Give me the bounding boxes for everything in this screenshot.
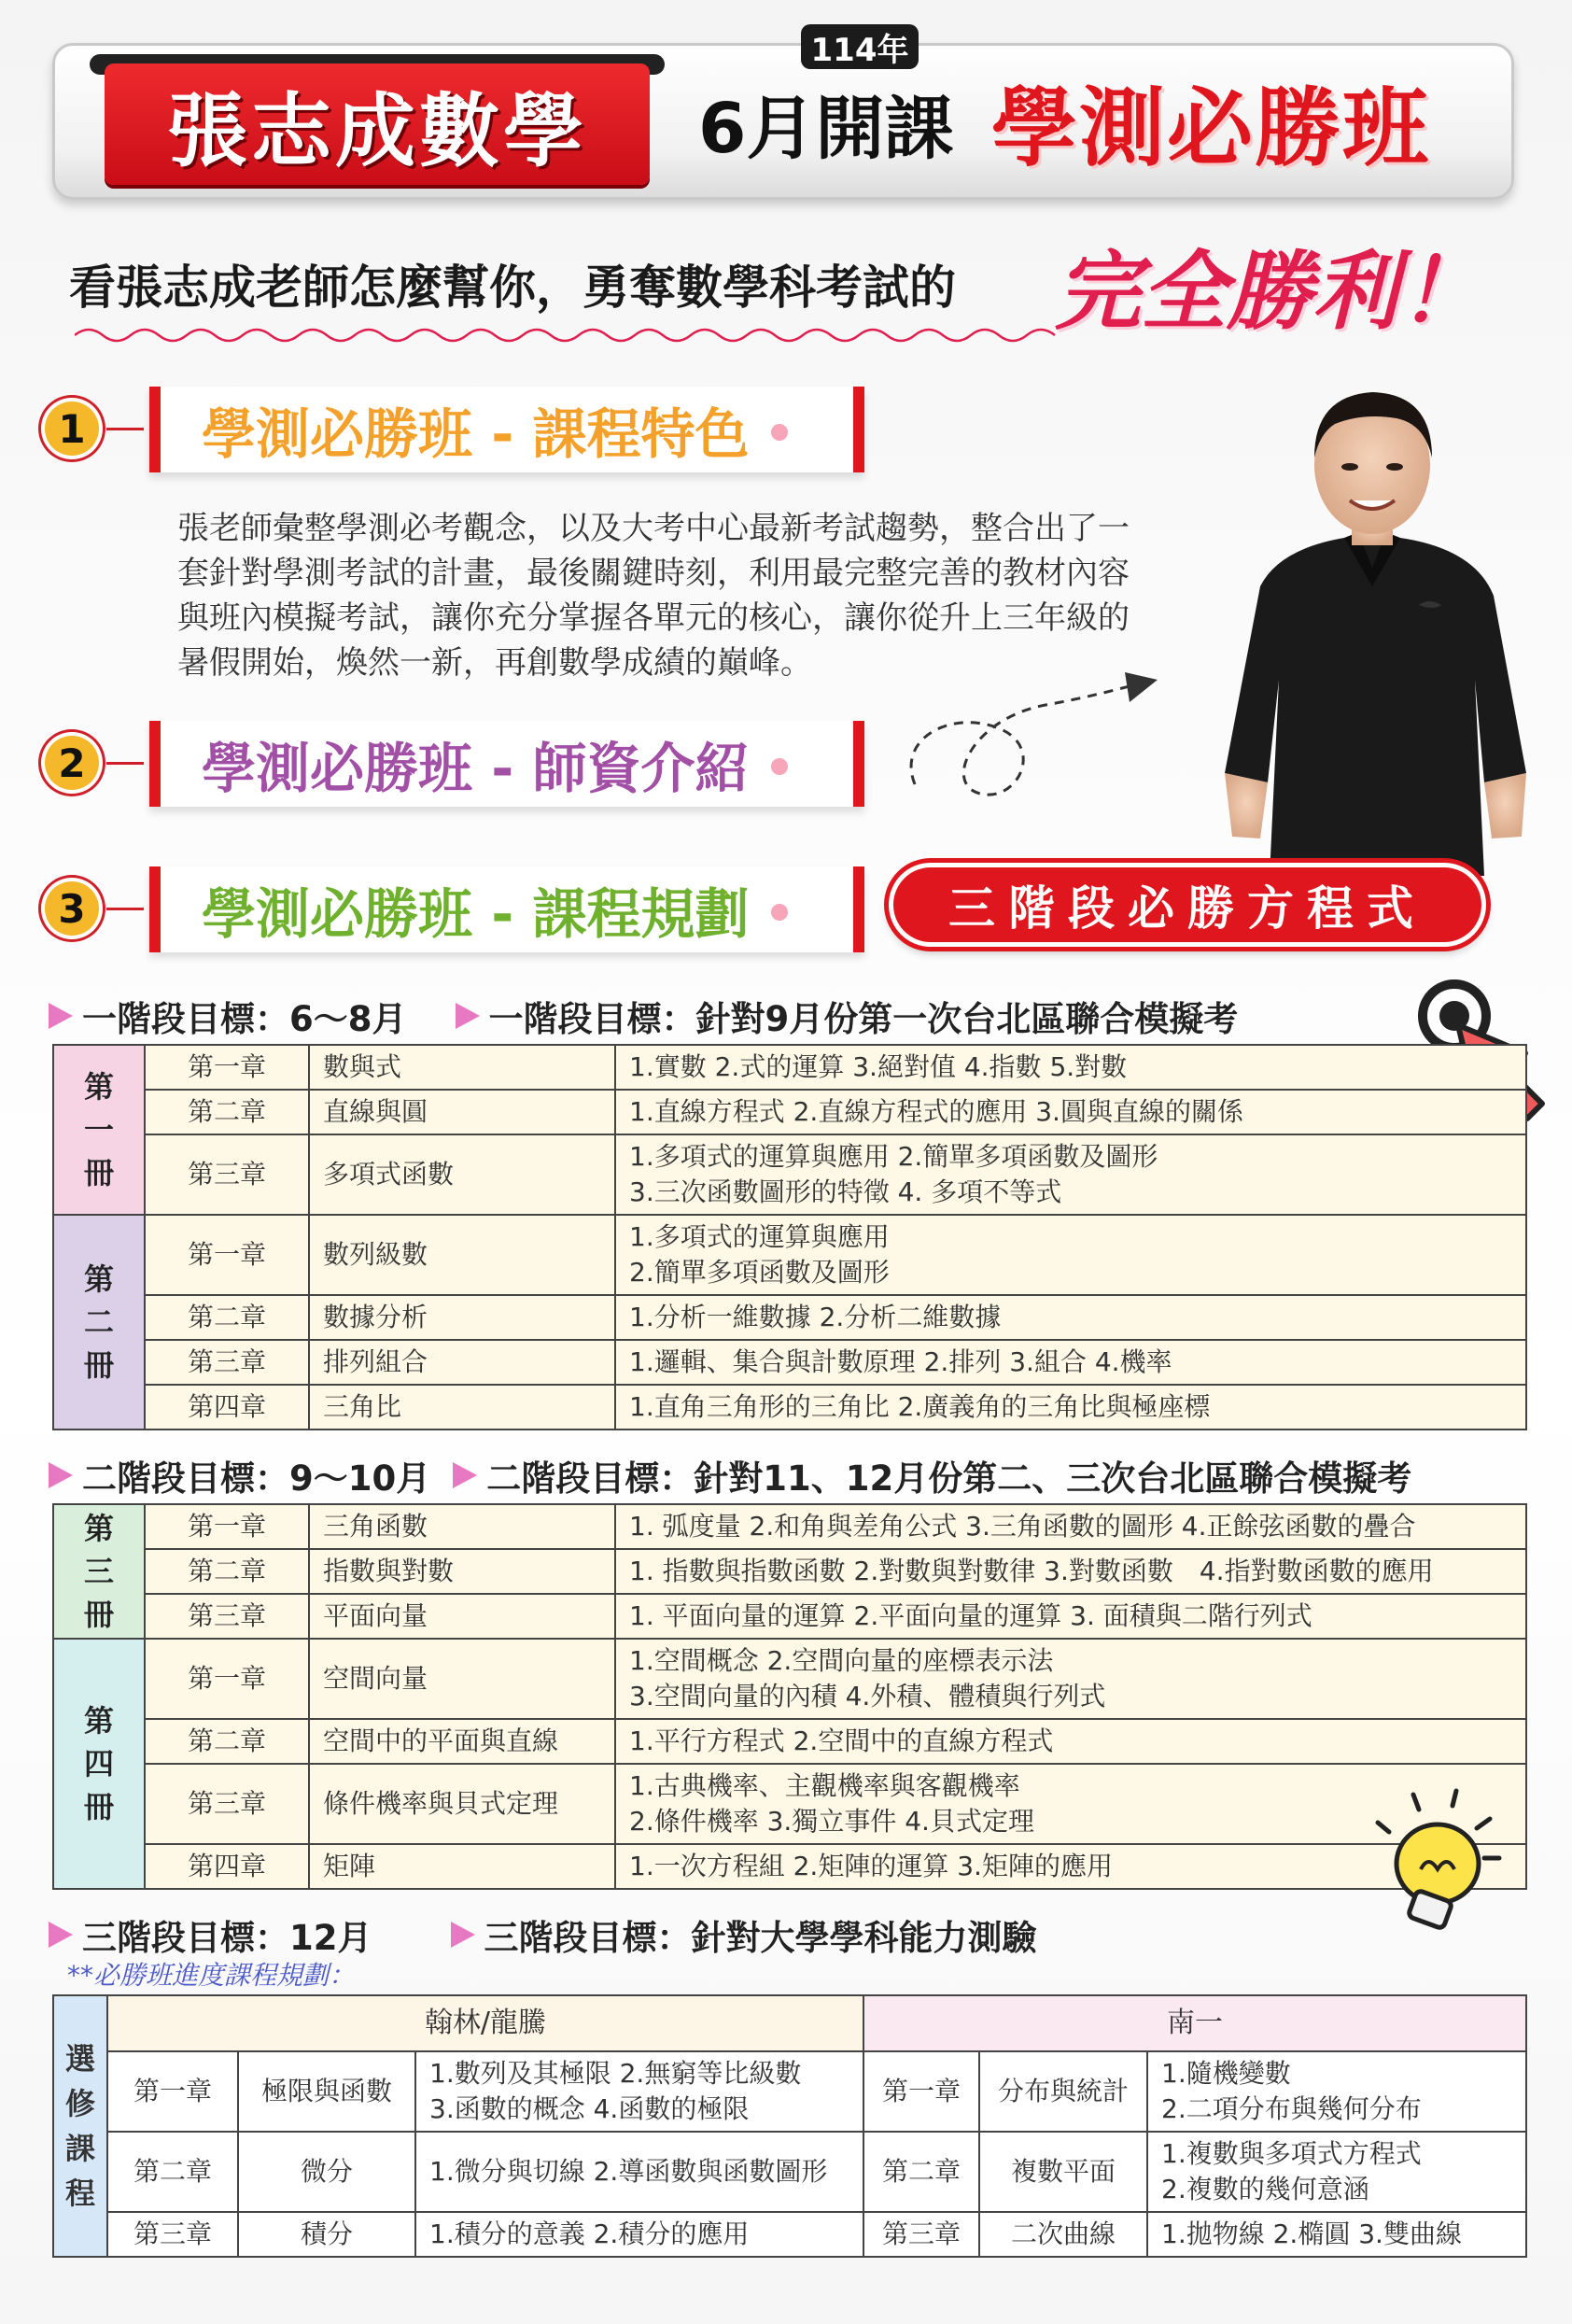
topic-line: 1.數列及其極限 2.無窮等比級數 bbox=[429, 2058, 802, 2089]
intro-line: 張老師彙整學測必考觀念，以及大考中心最新考試趨勢，整合出了一 bbox=[177, 510, 1130, 547]
book-cell: 第 三 冊 bbox=[53, 1504, 145, 1639]
stage-3-heading bbox=[49, 1910, 1542, 1959]
intro-line: 與班內模擬考試，讓你充分掌握各單元的核心，讓你從升上三年級的 bbox=[177, 599, 1130, 637]
stage-2-table bbox=[52, 1503, 1527, 1890]
unit-cell: 微分 bbox=[238, 2132, 415, 2212]
section-2-connector bbox=[106, 762, 144, 765]
table-row bbox=[53, 2132, 1526, 2212]
section-2-title bbox=[149, 721, 864, 807]
plan-note: **必勝班進度課程規劃： bbox=[67, 1960, 356, 1991]
topic-line: 2.複數的幾何意涵 bbox=[1161, 2174, 1369, 2204]
topics-cell bbox=[615, 1594, 1526, 1639]
unit-cell: 極限與函數 bbox=[238, 2051, 415, 2132]
chapter-cell: 第一章 bbox=[863, 2051, 979, 2132]
unit-cell: 三角比 bbox=[309, 1385, 615, 1430]
topic-line: 1.分析一維數據 2.分析二維數據 bbox=[629, 1302, 1002, 1332]
topic-line: 1. 平面向量的運算 2.平面向量的運算 3. 面積與二階行列式 bbox=[629, 1600, 1312, 1631]
topic-line: 1.直角三角形的三角比 2.廣義角的三角比與極座標 bbox=[629, 1391, 1211, 1422]
chapter-cell: 第二章 bbox=[145, 1295, 309, 1340]
chapter-cell: 第一章 bbox=[145, 1215, 309, 1295]
topics-cell bbox=[1147, 2132, 1526, 2212]
table-row bbox=[53, 1639, 1526, 1719]
section-3-connector bbox=[106, 908, 144, 910]
topic-line: 2.條件機率 3.獨立事件 4.貝式定理 bbox=[629, 1806, 1034, 1837]
triangle-bullet-icon bbox=[451, 1922, 475, 1948]
topics-cell bbox=[615, 1340, 1526, 1385]
unit-cell: 數與式 bbox=[309, 1045, 615, 1090]
topics-cell bbox=[615, 1504, 1526, 1549]
pin-icon bbox=[771, 904, 788, 921]
class-title: 學測必勝班 bbox=[991, 78, 1431, 178]
edition-b-header: 南一 bbox=[863, 1995, 1526, 2051]
chapter-cell: 第二章 bbox=[863, 2132, 979, 2212]
section-3-number: 3 bbox=[45, 881, 99, 936]
stage-1-table bbox=[52, 1044, 1527, 1430]
teacher-photo bbox=[1204, 372, 1540, 876]
unit-cell: 數列級數 bbox=[309, 1215, 615, 1295]
topics-cell bbox=[615, 1385, 1526, 1430]
unit-cell: 條件機率與貝式定理 bbox=[309, 1764, 615, 1844]
stage-3-time: 三階段目標：12月 bbox=[82, 1918, 372, 1958]
unit-cell: 多項式函數 bbox=[309, 1134, 615, 1215]
topic-line: 1.複數與多項式方程式 bbox=[1161, 2138, 1422, 2169]
year-badge: 114年 bbox=[801, 24, 919, 69]
unit-cell: 排列組合 bbox=[309, 1340, 615, 1385]
wave-divider bbox=[75, 321, 1074, 349]
chapter-cell: 第一章 bbox=[145, 1045, 309, 1090]
topics-cell bbox=[615, 1549, 1526, 1594]
chapter-cell: 第二章 bbox=[107, 2132, 238, 2212]
table-row bbox=[53, 2212, 1526, 2257]
unit-cell: 指數與對數 bbox=[309, 1549, 615, 1594]
dashed-arrow-icon bbox=[896, 654, 1158, 812]
chapter-cell: 第四章 bbox=[145, 1844, 309, 1889]
triangle-bullet-icon bbox=[453, 1462, 477, 1488]
triangle-bullet-icon bbox=[49, 1922, 73, 1948]
stage-2-time: 二階段目標：9～10月 bbox=[82, 1458, 431, 1499]
unit-cell: 積分 bbox=[238, 2212, 415, 2257]
chapter-cell: 第四章 bbox=[145, 1385, 309, 1430]
unit-cell: 分布與統計 bbox=[979, 2051, 1147, 2132]
chapter-cell: 第一章 bbox=[107, 2051, 238, 2132]
table-row bbox=[53, 1764, 1526, 1844]
topic-line: 1.邏輯、集合與計數原理 2.排列 3.組合 4.機率 bbox=[629, 1346, 1172, 1377]
section-1-connector bbox=[106, 428, 144, 430]
topic-line: 1. 指數與指數函數 2.對數與對數律 3.對數函數 4.指對數函數的應用 bbox=[629, 1556, 1434, 1586]
topic-line: 1. 弧度量 2.和角與差角公式 3.三角函數的圖形 4.正餘弦函數的疊合 bbox=[629, 1511, 1416, 1542]
section-1-title bbox=[149, 387, 864, 472]
stage-1-time: 一階段目標：6～8月 bbox=[82, 999, 407, 1039]
elective-label-cell: 選 修 課 程 bbox=[53, 1995, 107, 2257]
topics-cell bbox=[615, 1639, 1526, 1719]
chapter-cell: 第三章 bbox=[863, 2212, 979, 2257]
topics-cell bbox=[1147, 2212, 1526, 2257]
topic-line: 1.微分與切線 2.導函數與函數圖形 bbox=[429, 2156, 828, 2187]
topic-line: 3.三次函數圖形的特徵 4. 多項不等式 bbox=[629, 1176, 1062, 1207]
brand-logo: 張志成數學 bbox=[105, 63, 650, 185]
book-cell: 第 四 冊 bbox=[53, 1639, 145, 1889]
topic-line: 1.積分的意義 2.積分的應用 bbox=[429, 2218, 750, 2249]
stage-3-target: 三階段目標：針對大學學科能力測驗 bbox=[484, 1918, 1037, 1958]
intro-line: 暑假開始，煥然一新，再創數學成績的巔峰。 bbox=[177, 644, 812, 682]
topic-line: 3.空間向量的內積 4.外積、體積與行列式 bbox=[629, 1681, 1106, 1711]
stage-2-heading bbox=[49, 1451, 1542, 1500]
chapter-cell: 第三章 bbox=[145, 1340, 309, 1385]
section-1-heading bbox=[45, 379, 866, 482]
unit-cell: 直線與圓 bbox=[309, 1090, 615, 1134]
topic-line: 3.函數的概念 4.函數的極限 bbox=[429, 2093, 750, 2124]
table-row bbox=[53, 1385, 1526, 1430]
table-row bbox=[53, 1504, 1526, 1549]
pin-icon bbox=[771, 758, 788, 775]
section-2-title-text: 學測必勝班 - 師資介紹 bbox=[202, 737, 750, 800]
stage-3-table bbox=[52, 1994, 1527, 2258]
unit-cell: 空間中的平面與直線 bbox=[309, 1719, 615, 1764]
chapter-cell: 第二章 bbox=[145, 1549, 309, 1594]
table-row bbox=[53, 1215, 1526, 1295]
section-2-heading bbox=[45, 713, 866, 816]
topic-line: 1.直線方程式 2.直線方程式的應用 3.圓與直線的關係 bbox=[629, 1096, 1243, 1127]
intro-line: 套針對學測考試的計畫，最後關鍵時刻，利用最完整完善的教材內容 bbox=[177, 555, 1130, 592]
topics-cell bbox=[615, 1090, 1526, 1134]
section-3-title-text: 學測必勝班 - 課程規劃 bbox=[202, 882, 750, 946]
triangle-bullet-icon bbox=[456, 1003, 480, 1029]
book-cell: 第 二 冊 bbox=[53, 1215, 145, 1430]
formula-badge: 三階段必勝方程式 bbox=[889, 863, 1486, 947]
chapter-cell: 第三章 bbox=[145, 1134, 309, 1215]
table-row bbox=[53, 1045, 1526, 1090]
open-month: 6月開課 bbox=[698, 89, 954, 169]
topics-cell bbox=[415, 2212, 863, 2257]
chapter-cell: 第一章 bbox=[145, 1639, 309, 1719]
section-1-number: 1 bbox=[45, 401, 99, 456]
unit-cell: 二次曲線 bbox=[979, 2212, 1147, 2257]
topic-line: 1.拋物線 2.橢圓 3.雙曲線 bbox=[1161, 2218, 1462, 2249]
topic-line: 1.平行方程式 2.空間中的直線方程式 bbox=[629, 1725, 1054, 1756]
topic-line: 1.隨機變數 bbox=[1161, 2058, 1291, 2089]
table-row bbox=[53, 1340, 1526, 1385]
section-2-number: 2 bbox=[45, 736, 99, 790]
topic-line: 1.一次方程組 2.矩陣的運算 3.矩陣的應用 bbox=[629, 1851, 1113, 1881]
pin-icon bbox=[771, 424, 788, 441]
topics-cell bbox=[415, 2051, 863, 2132]
topics-cell bbox=[615, 1215, 1526, 1295]
table-row bbox=[53, 2051, 1526, 2132]
table-row bbox=[53, 1295, 1526, 1340]
tagline-highlight: 完全勝利！ bbox=[1055, 242, 1485, 342]
chapter-cell: 第三章 bbox=[107, 2212, 238, 2257]
table-row bbox=[53, 1594, 1526, 1639]
table-row bbox=[53, 1719, 1526, 1764]
unit-cell: 三角函數 bbox=[309, 1504, 615, 1549]
chapter-cell: 第二章 bbox=[145, 1719, 309, 1764]
table-row bbox=[53, 1090, 1526, 1134]
topics-cell bbox=[615, 1719, 1526, 1764]
topics-cell bbox=[415, 2132, 863, 2212]
section-3-title bbox=[149, 866, 864, 952]
tagline-lead: 看張志成老師怎麼幫你，勇奪數學科考試的 bbox=[69, 261, 956, 315]
table-header-row bbox=[53, 1995, 1526, 2051]
topic-line: 2.二項分布與幾何分布 bbox=[1161, 2093, 1422, 2124]
edition-a-header: 翰林/龍騰 bbox=[107, 1995, 863, 2051]
topic-line: 1.古典機率、主觀機率與客觀機率 bbox=[629, 1770, 1020, 1801]
chapter-cell: 第一章 bbox=[145, 1504, 309, 1549]
table-row bbox=[53, 1549, 1526, 1594]
topics-cell bbox=[1147, 2051, 1526, 2132]
topics-cell bbox=[615, 1134, 1526, 1215]
topics-cell bbox=[615, 1045, 1526, 1090]
unit-cell: 平面向量 bbox=[309, 1594, 615, 1639]
book-cell: 第 一 冊 bbox=[53, 1045, 145, 1215]
section-1-title-text: 學測必勝班 - 課程特色 bbox=[202, 402, 750, 466]
stage-1-target: 一階段目標：針對9月份第一次台北區聯合模擬考 bbox=[488, 999, 1239, 1039]
topics-cell bbox=[615, 1295, 1526, 1340]
unit-cell: 數據分析 bbox=[309, 1295, 615, 1340]
chapter-cell: 第三章 bbox=[145, 1764, 309, 1844]
topic-line: 1.多項式的運算與應用 2.簡單多項函數及圖形 bbox=[629, 1141, 1158, 1172]
table-row bbox=[53, 1844, 1526, 1889]
unit-cell: 複數平面 bbox=[979, 2132, 1147, 2212]
section-3-heading bbox=[45, 859, 866, 962]
unit-cell: 矩陣 bbox=[309, 1844, 615, 1889]
unit-cell: 空間向量 bbox=[309, 1639, 615, 1719]
chapter-cell: 第三章 bbox=[145, 1594, 309, 1639]
topic-line: 1.多項式的運算與應用 bbox=[629, 1221, 890, 1252]
chapter-cell: 第二章 bbox=[145, 1090, 309, 1134]
topic-line: 1.實數 2.式的運算 3.絕對值 4.指數 5.對數 bbox=[629, 1051, 1128, 1082]
topic-line: 2.簡單多項函數及圖形 bbox=[629, 1257, 890, 1288]
triangle-bullet-icon bbox=[49, 1003, 73, 1029]
stage-2-target: 二階段目標：針對11、12月份第二、三次台北區聯合模擬考 bbox=[486, 1458, 1412, 1499]
topic-line: 1.空間概念 2.空間向量的座標表示法 bbox=[629, 1645, 1054, 1676]
triangle-bullet-icon bbox=[49, 1462, 73, 1488]
stage-1-heading bbox=[49, 992, 1542, 1040]
table-row bbox=[53, 1134, 1526, 1215]
